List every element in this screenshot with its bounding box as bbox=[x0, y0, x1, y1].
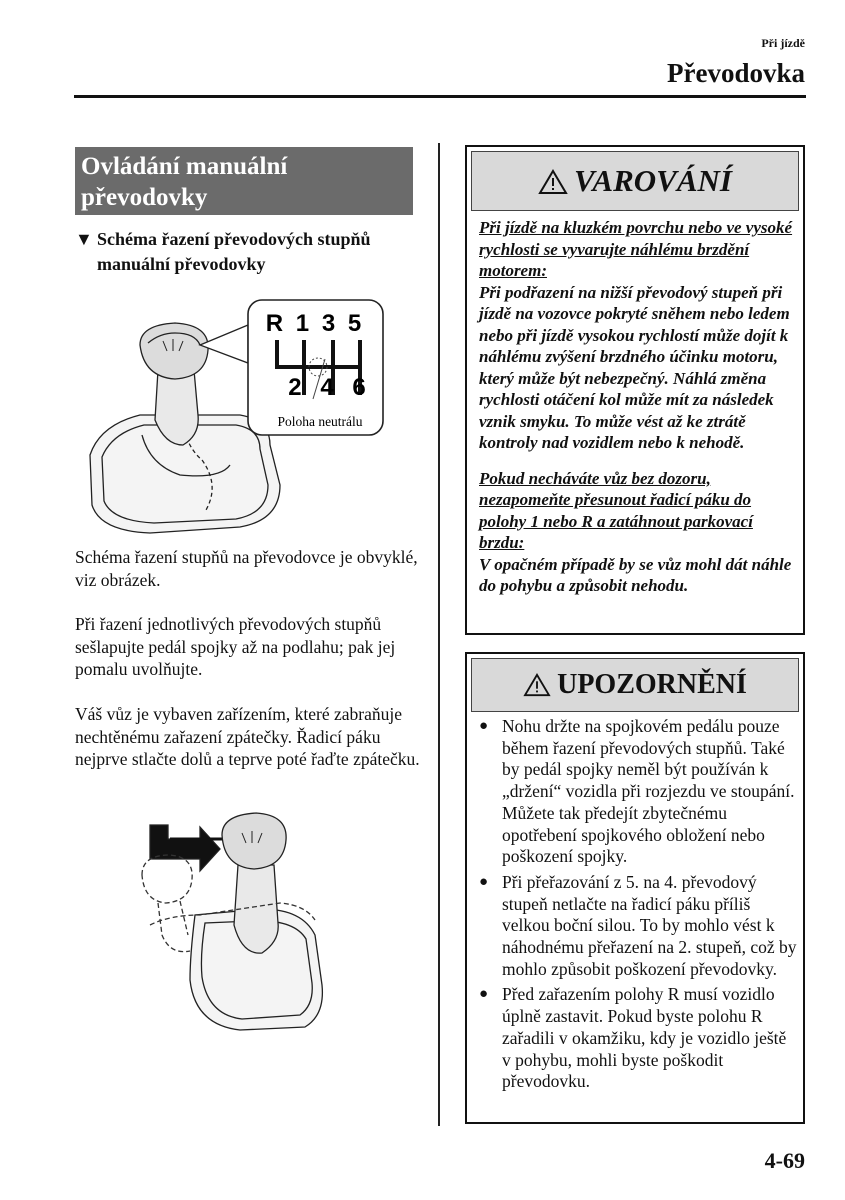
page-number: 4-69 bbox=[764, 1148, 805, 1173]
list-item bbox=[477, 872, 799, 981]
running-header-title: Převodovka bbox=[667, 58, 805, 88]
list-item bbox=[477, 716, 799, 868]
shift-pattern-callout bbox=[248, 300, 383, 435]
caution-box bbox=[465, 652, 805, 1124]
bullet-icon: ● bbox=[479, 873, 489, 890]
paragraph-clutch: Při řazení jednotlivých převodových stupňů sešlapujte pedál spojky až na podlahu; pak jej pomalu uvolňujte. bbox=[75, 614, 396, 679]
section-title: Ovládání manuální převodovky bbox=[75, 147, 413, 215]
paragraph-reverse: Váš vůz je vybaven zařízením, které zabraňuje nechtěnému zařazení zpátečky. Řadicí páku nejprve stlačte dolů a teprve poté řaďte zpátečku. bbox=[75, 704, 420, 769]
bullet-icon: ● bbox=[479, 718, 489, 734]
running-header-section: Při jízdě bbox=[761, 36, 805, 50]
warning-triangle-icon bbox=[538, 169, 568, 195]
caution-title: UPOZORNĚNÍ bbox=[557, 669, 747, 700]
caution-header bbox=[471, 658, 799, 712]
header-rule bbox=[74, 95, 806, 98]
caution-list bbox=[477, 712, 799, 1093]
subheading bbox=[75, 227, 395, 277]
warning-title: VAROVÁNÍ bbox=[574, 163, 732, 198]
shift-top-gears: R 1 3 5 bbox=[265, 310, 365, 337]
shift-bottom-gears: 2 4 6 bbox=[288, 374, 372, 401]
caution-item-text: Nohu držte na spojkovém pedálu pouze během řazení převodových stupňů. Také by pedál spojky neměl být používán k „držení“ vozidla při rozjezdu ve stoupání. Můžete tak předejít zbytečnému opotřebení spojkového obložení nebo poškození spojky. bbox=[502, 716, 795, 867]
shift-pattern-figure bbox=[80, 295, 400, 540]
warning-header bbox=[471, 151, 799, 211]
warning-box bbox=[465, 145, 805, 635]
caution-item-text: Před zařazením polohy R musí vozidlo úplně zastavit. Pokud byste polohu R zařadili v okamžiku, kdy je vozidlo ještě v pohybu, mohli byste poškodit převodovku. bbox=[502, 984, 787, 1092]
warning-p2-heading: Pokud necháváte vůz bez dozoru, nezapomeňte přesunout řadicí páku do polohy 1 nebo R a zatáhnout parkovací brzdu: bbox=[479, 468, 753, 552]
warning-p1-heading: Při jízdě na kluzkém povrchu nebo ve vysoké rychlosti se vyvarujte náhlému brzdění motorem: bbox=[479, 218, 793, 280]
warning-p2-body: V opačném případě by se vůz mohl dát náhle do pohybu a způsobit nehodu. bbox=[479, 554, 792, 595]
caution-triangle-icon bbox=[523, 673, 551, 697]
push-down-arrow-icon bbox=[150, 825, 220, 871]
warning-p1-body: Při podřazení na nižší převodový stupeň při jízdě na vozovce pokryté sněhem nebo ledem nebo při jízdě vysokou rychlostí může dojít k náhlému zvýšení brzdného účinku motoru, který může být nebezpečný. Náhlá změna rychlosti otáčení kol může mít za následek vznik smyku. To může vést až ke ztrátě kontroly nad vozidlem nebo k nehodě. bbox=[479, 282, 790, 452]
column-divider bbox=[438, 143, 440, 1126]
caution-item-text: Při přeřazování z 5. na 4. převodový stupeň netlačte na řadicí páku příliš velkou boční silou. To by mohlo vést k náhodnému přeřazení na 2. stupeň, což by mohlo způsobit poškození převodovky. bbox=[502, 871, 797, 979]
warning-body bbox=[479, 217, 799, 597]
list-item bbox=[477, 984, 799, 1093]
reverse-lock-figure bbox=[130, 805, 330, 1040]
subheading-text: Schéma řazení převodových stupňů manuální převodovky bbox=[97, 229, 371, 274]
neutral-position-label: Poloha neutrálu bbox=[277, 414, 363, 429]
paragraph-pattern: Schéma řazení stupňů na převodovce je obvyklé, viz obrázek. bbox=[75, 547, 418, 590]
triangle-marker-icon: ▼ bbox=[75, 229, 93, 249]
bullet-icon: ● bbox=[479, 986, 489, 1003]
